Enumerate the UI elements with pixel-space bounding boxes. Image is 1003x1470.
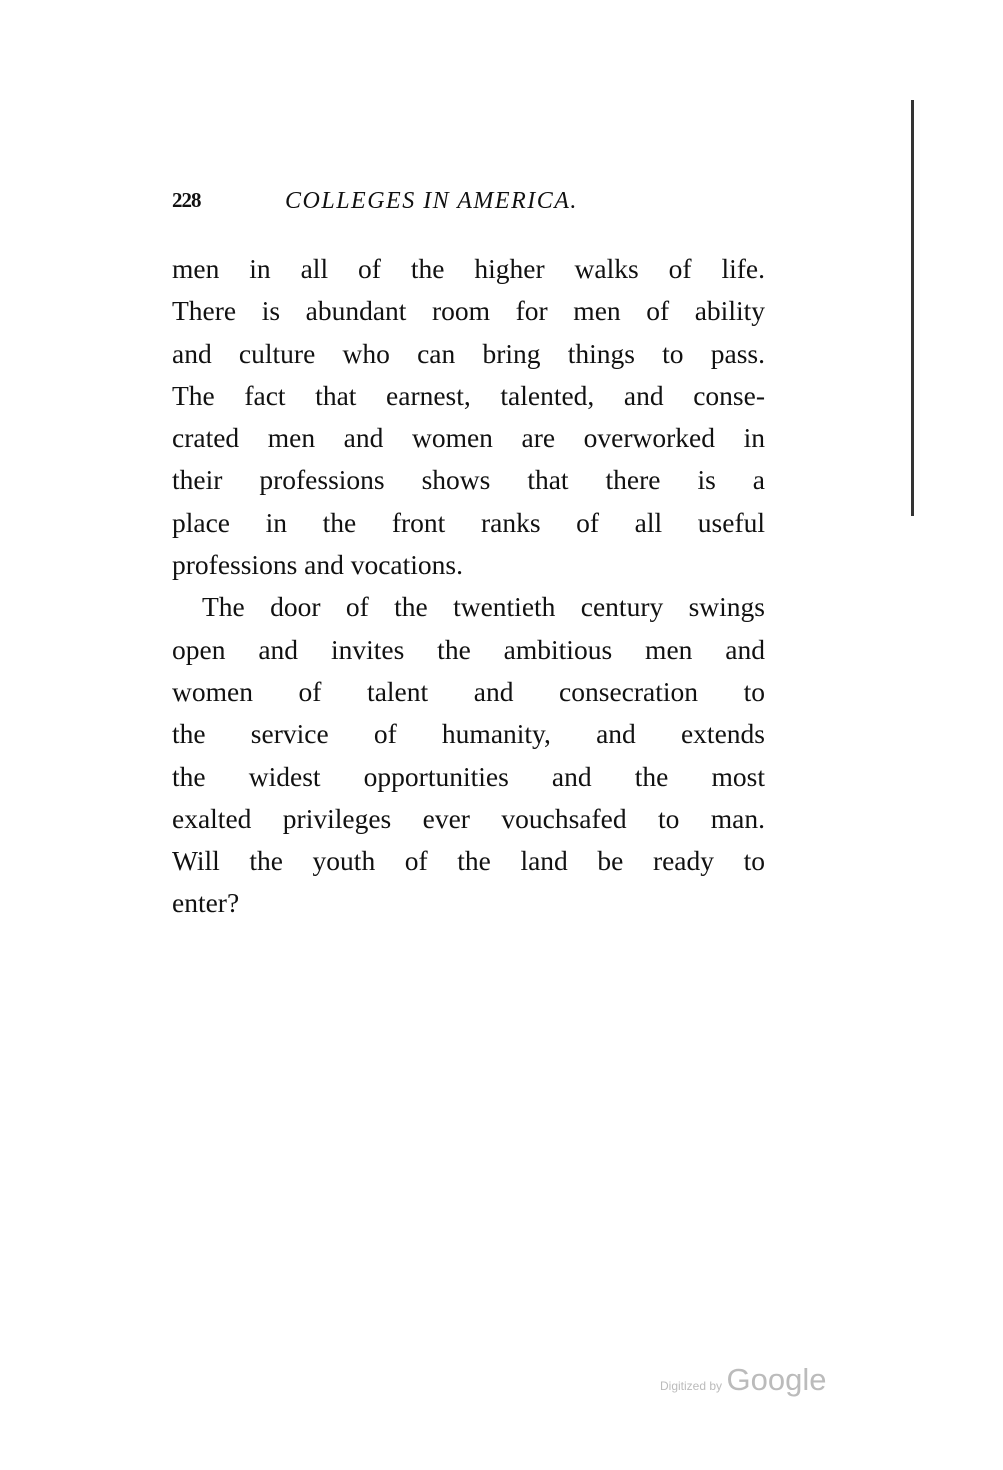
text-line: men in all of the higher walks of life.: [172, 253, 765, 284]
page-body: [172, 248, 765, 925]
text-line: The fact that earnest, talented, and conse-: [172, 379, 765, 411]
text-line: professions and vocations.: [172, 549, 463, 581]
text-line: women of talent and consecration to: [172, 675, 765, 707]
page-number: 228: [172, 188, 201, 212]
text-line: open and invites the ambitious men and: [172, 633, 765, 665]
text-line: Will the youth of the land be ready to: [172, 845, 765, 877]
scan-edge-rule: [911, 100, 914, 516]
text-line: their professions shows that there is a: [172, 464, 765, 496]
text-line: crated men and women are overworked in: [172, 422, 765, 454]
text-line: exalted privileges ever vouchsafed to man.: [172, 802, 765, 834]
watermark-brand: Google: [726, 1362, 827, 1397]
text-line: enter?: [172, 887, 240, 919]
text-line: There is abundant room for men of ability: [172, 295, 765, 327]
text-line: the widest opportunities and the most: [172, 760, 765, 792]
text-line: The door of the twentieth century swings: [202, 591, 765, 623]
paragraph: [172, 586, 765, 924]
text-line: and culture who can bring things to pass.: [172, 337, 765, 369]
paragraph: [172, 248, 765, 586]
digitized-by-google-watermark: [660, 1362, 826, 1398]
running-header: [172, 188, 772, 222]
text-line: the service of humanity, and extends: [172, 718, 765, 750]
text-line: place in the front ranks of all useful: [172, 506, 765, 538]
watermark-prefix: Digitized by: [660, 1379, 723, 1393]
running-title: COLLEGES IN AMERICA.: [285, 188, 578, 214]
